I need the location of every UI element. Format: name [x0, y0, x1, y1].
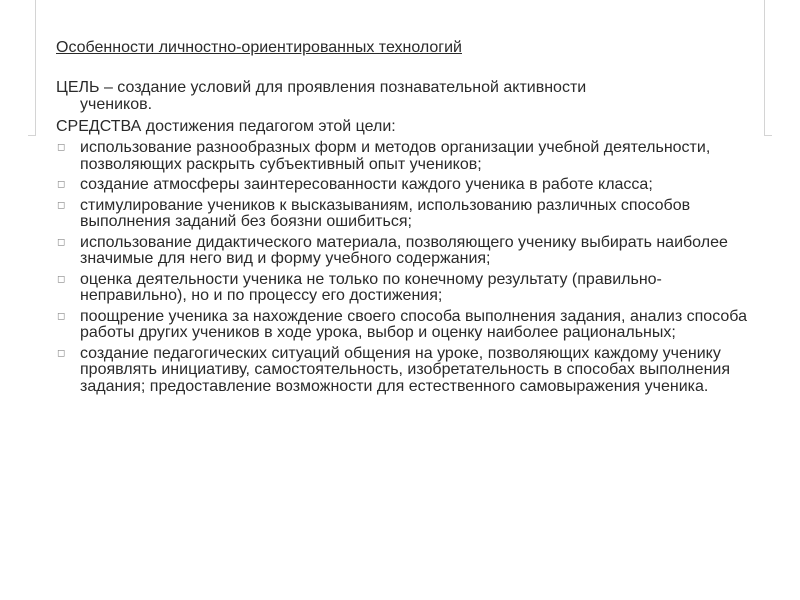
list-item-text: использование дидактического материала, позволяющего ученику выбирать наиболее значимые для него вид и форму учебного содержания;: [80, 233, 728, 267]
bullet-square-icon: ◻: [57, 236, 66, 248]
list-item: [56, 309, 756, 342]
frame-line-right: [764, 0, 765, 135]
goal-line-2: учеников.: [80, 96, 153, 113]
list-item-text: оценка деятельности ученика не только по конечному результату (правильно-неправильно), но и по процессу его достижения;: [80, 270, 662, 304]
list-item-text: стимулирование учеников к высказываниям, использованию различных способов выполнения заданий без боязни ошибиться;: [80, 196, 691, 230]
bullet-square-icon: ◻: [57, 310, 66, 322]
list-item-text: поощрение ученика за нахождение своего способа выполнения задания, анализ способа работы других учеников в ходе урока, выбор и оценку наиболее рациональных;: [80, 307, 747, 341]
frame-cap-right: [764, 135, 772, 136]
list-item-text: использование разнообразных форм и методов организации учебной деятельности, позволяющих раскрыть субъективный опыт учеников;: [80, 139, 711, 173]
bullet-square-icon: ◻: [57, 179, 66, 190]
list-item: [56, 235, 756, 268]
list-item-text: создание педагогических ситуаций общения на уроке, позволяющих каждому ученику проявлять инициативу, самостоятельность, изобретательность в способах выполнения задания; предоставление возможности для естественного самовыражения ученика.: [80, 344, 731, 395]
bullet-square-icon: ◻: [57, 347, 66, 359]
means-list: [56, 140, 756, 395]
list-item: [56, 272, 756, 305]
list-item: [56, 177, 756, 194]
slide-heading: Особенности личностно-ориентированных технологий: [56, 39, 462, 56]
bullet-square-icon: ◻: [57, 142, 66, 153]
frame-line-left: [35, 0, 36, 135]
list-item: [56, 140, 756, 173]
list-item-text: создание атмосферы заинтересованности каждого ученика в работе класса;: [80, 176, 653, 193]
means-paragraph: СРЕДСТВА достижения педагогом этой цели:: [56, 118, 396, 135]
goal-line-1: ЦЕЛЬ – создание условий для проявления познавательной активности: [56, 79, 587, 96]
frame-cap-left: [28, 135, 36, 136]
goal-paragraph: [56, 79, 756, 113]
list-item: [56, 346, 756, 396]
list-item: [56, 198, 756, 231]
bullet-square-icon: ◻: [57, 199, 66, 211]
bullet-square-icon: ◻: [57, 273, 66, 285]
slide-content: [56, 38, 756, 399]
